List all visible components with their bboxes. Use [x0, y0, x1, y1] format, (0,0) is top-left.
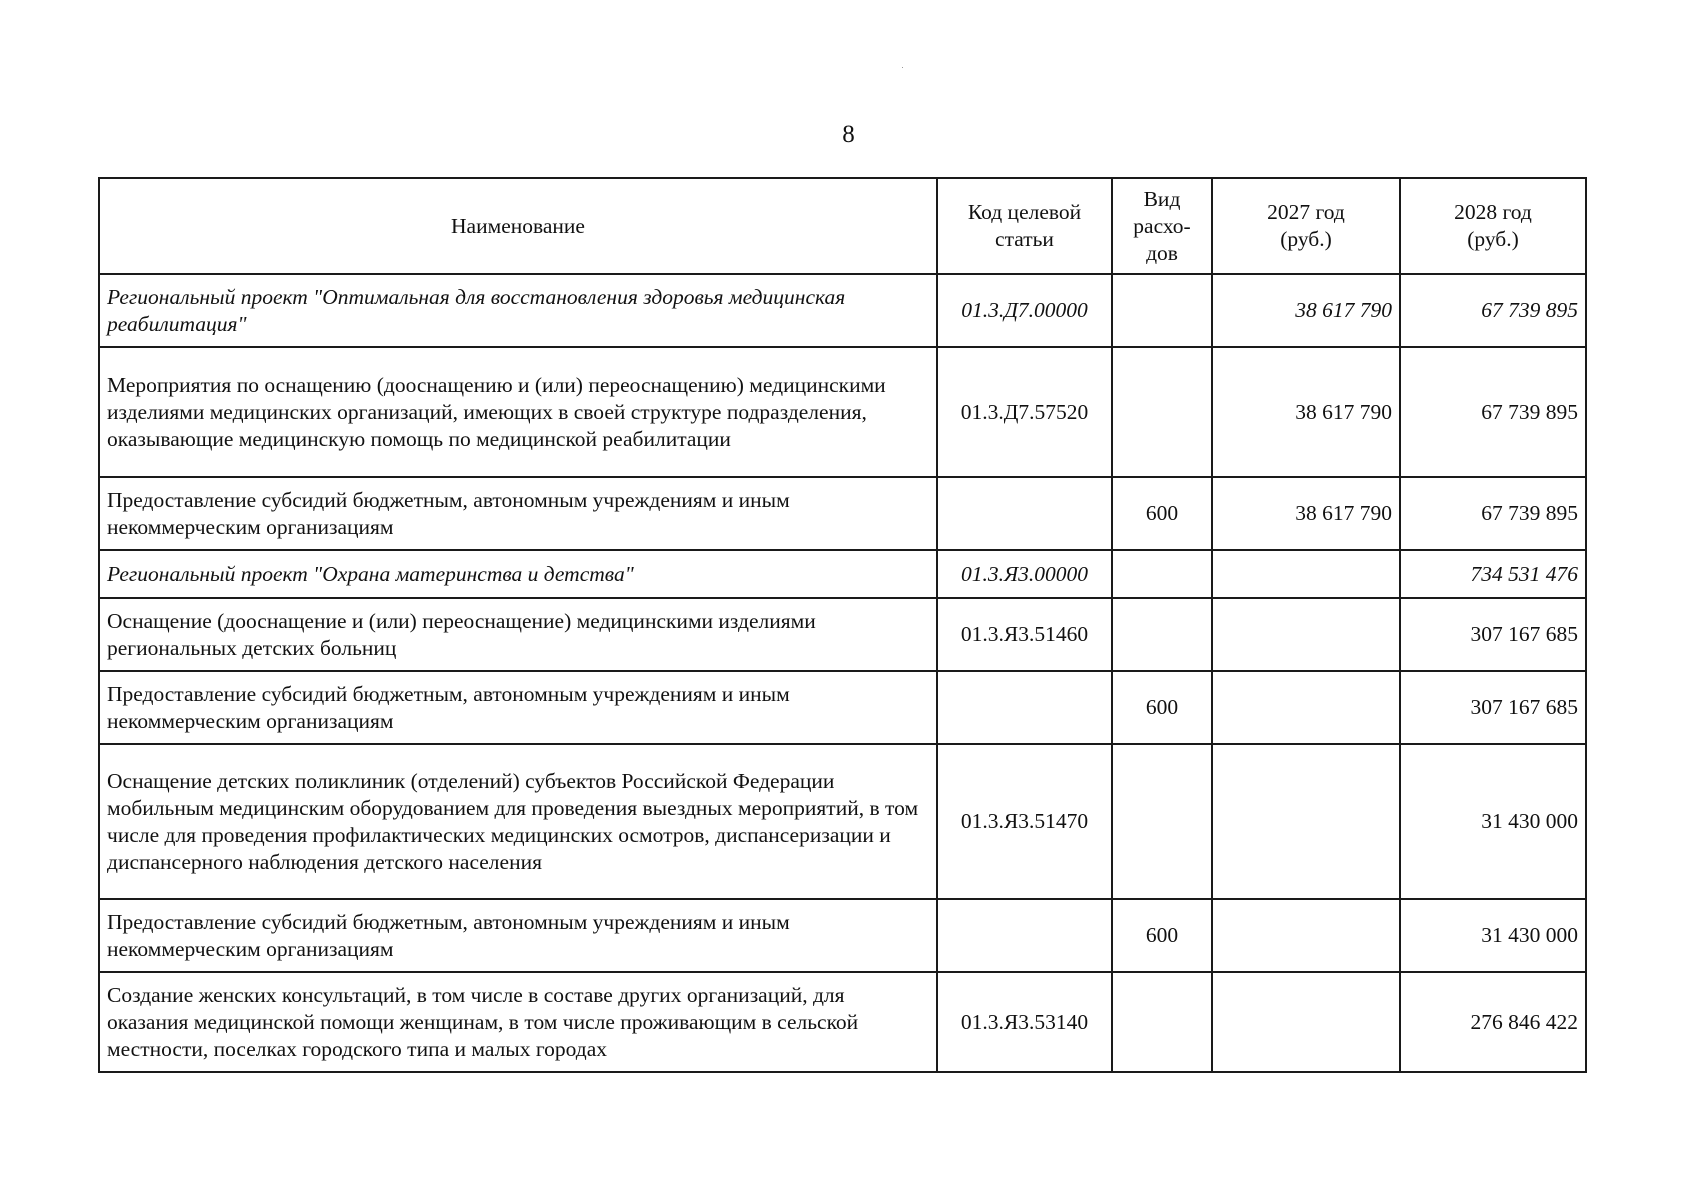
- row-2028-amount: 31 430 000: [1400, 899, 1586, 972]
- row-code-cell: [937, 899, 1112, 972]
- table-row: [99, 744, 1586, 899]
- row-name-cell: Оснащение (дооснащение и (или) переоснащение) медицинскими изделиями региональных детских больниц: [99, 598, 937, 671]
- row-name-cell: Региональный проект "Оптимальная для восстановления здоровья медицинская реабилитация": [99, 274, 937, 347]
- table-body: [99, 274, 1586, 1072]
- header-row: [99, 178, 1586, 274]
- row-name-cell: Предоставление субсидий бюджетным, автономным учреждениям и иным некоммерческим организациям: [99, 671, 937, 744]
- row-2028-amount: 67 739 895: [1400, 477, 1586, 550]
- row-kind-cell: [1112, 972, 1212, 1072]
- row-code-cell: 01.3.Я3.53140: [937, 972, 1112, 1072]
- row-2028-amount: 31 430 000: [1400, 744, 1586, 899]
- row-2027-amount: [1212, 744, 1400, 899]
- row-2027-amount: [1212, 972, 1400, 1072]
- row-kind-cell: 600: [1112, 477, 1212, 550]
- row-name-cell: Создание женских консультаций, в том числе в составе других организаций, для оказания медицинской помощи женщинам, в том числе проживающим в сельской местности, поселках городского типа и малых городах: [99, 972, 937, 1072]
- row-kind-cell: 600: [1112, 899, 1212, 972]
- row-name-cell: Мероприятия по оснащению (дооснащению и (или) переоснащению) медицинскими изделиями медицинских организаций, имеющих в своей структуре подразделения, оказывающие медицинскую помощь по медицинской реабилитации: [99, 347, 937, 477]
- budget-table: [98, 177, 1587, 1073]
- header-code: [937, 178, 1112, 274]
- table-row: [99, 347, 1586, 477]
- row-2027-amount: 38 617 790: [1212, 477, 1400, 550]
- page-number: 8: [842, 121, 855, 148]
- row-kind-cell: [1112, 550, 1212, 598]
- row-kind-cell: [1112, 347, 1212, 477]
- row-code-cell: 01.3.Я3.51460: [937, 598, 1112, 671]
- row-name-cell: Региональный проект "Охрана материнства и детства": [99, 550, 937, 598]
- table-row: [99, 550, 1586, 598]
- table-row: [99, 899, 1586, 972]
- row-kind-cell: [1112, 274, 1212, 347]
- row-2028-amount: 307 167 685: [1400, 671, 1586, 744]
- table-header: [99, 178, 1586, 274]
- row-2027-amount: [1212, 550, 1400, 598]
- table-row: [99, 671, 1586, 744]
- row-2027-amount: [1212, 899, 1400, 972]
- header-code-text: Код целевой статьи: [967, 200, 1082, 251]
- row-name-cell: Предоставление субсидий бюджетным, автономным учреждениям и иным некоммерческим организациям: [99, 899, 937, 972]
- row-code-cell: [937, 477, 1112, 550]
- header-2027: [1212, 178, 1400, 274]
- header-2027-text: 2027 год (руб.): [1267, 200, 1345, 251]
- table-row: [99, 477, 1586, 550]
- row-kind-cell: [1112, 744, 1212, 899]
- row-2028-amount: 67 739 895: [1400, 274, 1586, 347]
- header-2028: [1400, 178, 1586, 274]
- row-2028-amount: 307 167 685: [1400, 598, 1586, 671]
- row-2027-amount: [1212, 598, 1400, 671]
- row-code-cell: 01.3.Я3.00000: [937, 550, 1112, 598]
- row-2028-amount: 67 739 895: [1400, 347, 1586, 477]
- row-code-cell: [937, 671, 1112, 744]
- row-kind-cell: 600: [1112, 671, 1212, 744]
- scan-speck: [902, 67, 903, 68]
- row-name-cell: Оснащение детских поликлиник (отделений) субъектов Российской Федерации мобильным медицинским оборудованием для проведения выездных мероприятий, в том числе для проведения профилактических медицинских осмотров, диспансеризации и диспансерного наблюдения детского населения: [99, 744, 937, 899]
- table-row: [99, 972, 1586, 1072]
- row-code-cell: 01.3.Д7.00000: [937, 274, 1112, 347]
- row-2028-amount: 734 531 476: [1400, 550, 1586, 598]
- row-2027-amount: 38 617 790: [1212, 347, 1400, 477]
- row-kind-cell: [1112, 598, 1212, 671]
- header-name: Наименование: [99, 178, 937, 274]
- row-code-cell: 01.3.Д7.57520: [937, 347, 1112, 477]
- row-code-cell: 01.3.Я3.51470: [937, 744, 1112, 899]
- header-kind: [1112, 178, 1212, 274]
- row-2028-amount: 276 846 422: [1400, 972, 1586, 1072]
- row-name-cell: Предоставление субсидий бюджетным, автономным учреждениям и иным некоммерческим организациям: [99, 477, 937, 550]
- table-row: [99, 598, 1586, 671]
- header-2028-text: 2028 год (руб.): [1454, 200, 1532, 251]
- row-2027-amount: [1212, 671, 1400, 744]
- row-2027-amount: 38 617 790: [1212, 274, 1400, 347]
- header-kind-text: Вид расхо-дов: [1133, 186, 1191, 265]
- table-row: [99, 274, 1586, 347]
